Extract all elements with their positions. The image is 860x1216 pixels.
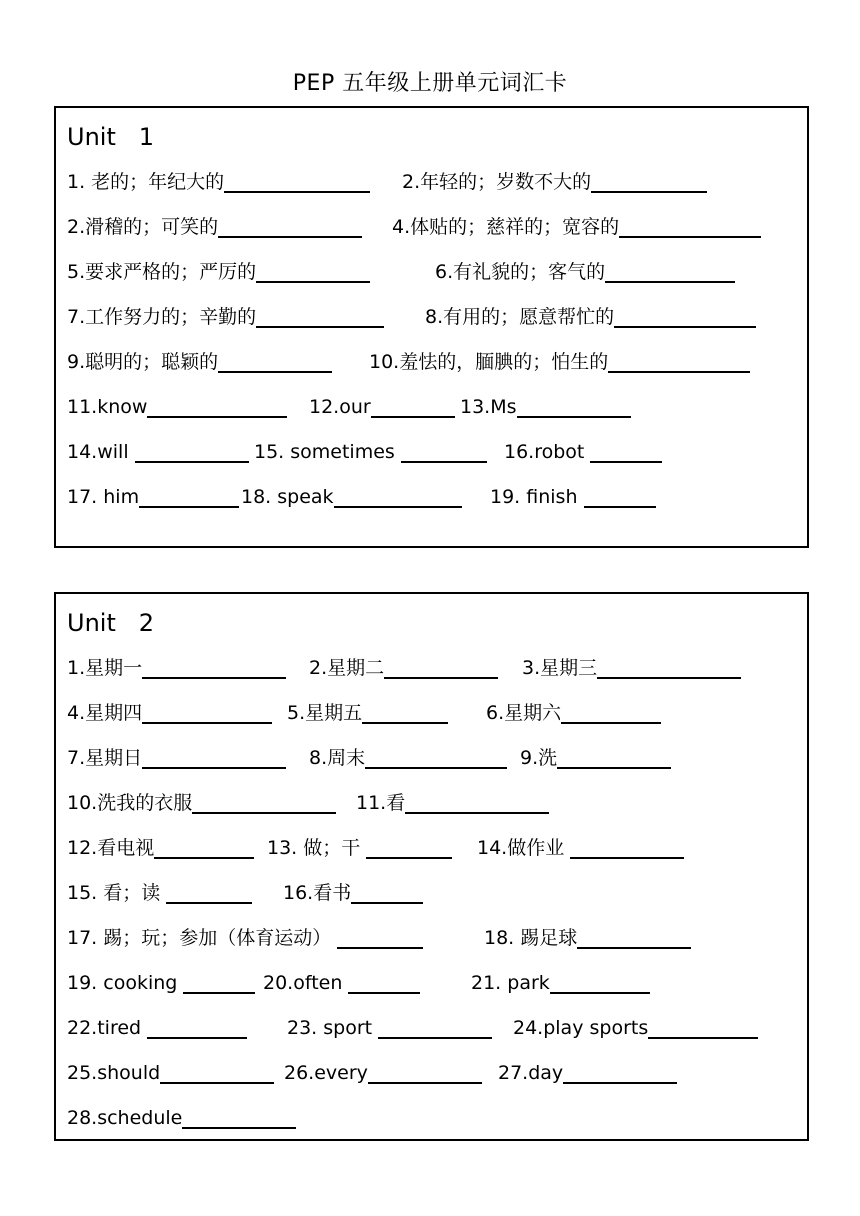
vocab-item[interactable] xyxy=(484,920,691,956)
answer-blank[interactable] xyxy=(590,439,662,463)
vocab-label: 10.羞怯的，腼腆的；怕生的 xyxy=(369,351,609,373)
vocab-item[interactable] xyxy=(435,254,735,290)
vocab-label: 11.看 xyxy=(356,792,406,814)
vocab-item[interactable] xyxy=(284,1055,482,1091)
vocab-label: 20.often xyxy=(263,972,349,994)
vocab-label: 7.工作努力的；辛勤的 xyxy=(67,306,257,328)
vocab-label: 1. 老的；年纪大的 xyxy=(67,171,225,193)
vocab-row xyxy=(67,479,799,515)
vocab-item[interactable] xyxy=(490,479,656,515)
vocab-item[interactable] xyxy=(263,965,420,1001)
vocab-label: 23. sport xyxy=(287,1017,379,1039)
vocab-label: 5.要求严格的；严厉的 xyxy=(67,261,257,283)
vocab-label: 21. park xyxy=(471,972,550,994)
vocab-label: 4.星期四 xyxy=(67,702,143,724)
vocab-item[interactable] xyxy=(287,1010,492,1046)
vocab-row xyxy=(67,785,799,821)
vocab-label: 18. 踢足球 xyxy=(484,927,578,949)
answer-blank[interactable] xyxy=(224,169,370,193)
vocab-item[interactable] xyxy=(67,389,287,425)
answer-blank[interactable] xyxy=(365,745,507,769)
vocab-label: 5.星期五 xyxy=(287,702,363,724)
vocab-item[interactable] xyxy=(67,344,332,380)
answer-blank[interactable] xyxy=(517,394,631,418)
vocab-item[interactable] xyxy=(471,965,650,1001)
vocab-item[interactable] xyxy=(67,1055,274,1091)
vocab-item[interactable] xyxy=(486,695,661,731)
answer-blank[interactable] xyxy=(378,1015,492,1039)
answer-blank[interactable] xyxy=(648,1015,758,1039)
answer-blank[interactable] xyxy=(405,790,549,814)
vocab-label: 10.洗我的衣服 xyxy=(67,792,193,814)
vocab-label: 2.年轻的；岁数不大的 xyxy=(402,171,592,193)
vocab-label: 14.做作业 xyxy=(477,837,571,859)
unit-1-title: Unit 1 xyxy=(67,123,155,151)
vocab-label: 9.洗 xyxy=(520,747,558,769)
answer-blank[interactable] xyxy=(619,214,761,238)
answer-blank[interactable] xyxy=(351,880,423,904)
vocab-label: 1.星期一 xyxy=(67,657,143,679)
vocab-label: 11.know xyxy=(67,396,148,418)
answer-blank[interactable] xyxy=(362,700,448,724)
answer-blank[interactable] xyxy=(608,349,750,373)
unit-1-card xyxy=(54,106,809,548)
vocab-label: 22.tired xyxy=(67,1017,148,1039)
vocab-row xyxy=(67,344,799,380)
vocab-item[interactable] xyxy=(287,695,448,731)
vocab-label: 17. 踢；玩；参加（体育运动） xyxy=(67,927,338,949)
vocab-item[interactable] xyxy=(67,920,423,956)
answer-blank[interactable] xyxy=(142,700,272,724)
answer-blank[interactable] xyxy=(577,925,691,949)
vocab-label: 19. cooking xyxy=(67,972,184,994)
answer-blank[interactable] xyxy=(142,745,286,769)
vocab-row xyxy=(67,875,799,911)
answer-blank[interactable] xyxy=(139,484,239,508)
vocab-label: 7.星期日 xyxy=(67,747,143,769)
answer-blank[interactable] xyxy=(192,790,336,814)
vocab-label: 28.schedule xyxy=(67,1107,183,1129)
answer-blank[interactable] xyxy=(135,439,249,463)
answer-blank[interactable] xyxy=(561,700,661,724)
vocab-item[interactable] xyxy=(504,434,662,470)
answer-blank[interactable] xyxy=(368,1060,482,1084)
vocab-label: 6.有礼貌的；客气的 xyxy=(435,261,606,283)
vocab-item[interactable] xyxy=(67,434,249,470)
answer-blank[interactable] xyxy=(614,304,756,328)
answer-blank[interactable] xyxy=(557,745,671,769)
vocab-row xyxy=(67,740,799,776)
vocab-row xyxy=(67,1055,799,1091)
vocab-item[interactable] xyxy=(267,830,452,866)
vocab-item[interactable] xyxy=(356,785,549,821)
vocab-label: 2.星期二 xyxy=(309,657,385,679)
answer-blank[interactable] xyxy=(166,880,252,904)
vocab-row xyxy=(67,209,799,245)
vocab-item[interactable] xyxy=(67,830,254,866)
answer-blank[interactable] xyxy=(218,349,332,373)
vocab-item[interactable] xyxy=(67,164,370,200)
vocab-label: 27.day xyxy=(498,1062,564,1084)
answer-blank[interactable] xyxy=(147,394,287,418)
vocab-item[interactable] xyxy=(425,299,756,335)
vocab-item[interactable] xyxy=(254,434,487,470)
vocab-item[interactable] xyxy=(67,740,286,776)
answer-blank[interactable] xyxy=(256,304,384,328)
vocab-label: 14.will xyxy=(67,441,135,463)
answer-blank[interactable] xyxy=(154,835,254,859)
answer-blank[interactable] xyxy=(337,925,423,949)
unit-2-card xyxy=(54,592,809,1141)
answer-blank[interactable] xyxy=(366,835,452,859)
answer-blank[interactable] xyxy=(605,259,735,283)
vocab-item[interactable] xyxy=(67,875,252,911)
answer-blank[interactable] xyxy=(584,484,656,508)
vocab-label: 6.星期六 xyxy=(486,702,562,724)
vocab-label: 25.should xyxy=(67,1062,161,1084)
vocab-label: 13. 做；干 xyxy=(267,837,367,859)
answer-blank[interactable] xyxy=(401,439,487,463)
answer-blank[interactable] xyxy=(371,394,455,418)
vocab-label: 26.every xyxy=(284,1062,368,1084)
answer-blank[interactable] xyxy=(218,214,362,238)
vocab-label: 18. speak xyxy=(241,486,334,508)
vocab-label: 4.体贴的；慈祥的；宽容的 xyxy=(392,216,620,238)
answer-blank[interactable] xyxy=(597,655,741,679)
vocab-item[interactable] xyxy=(283,875,423,911)
vocab-row xyxy=(67,299,799,335)
vocab-item[interactable] xyxy=(67,650,286,686)
vocab-label: 16.看书 xyxy=(283,882,352,904)
vocab-label: 19. finish xyxy=(490,486,584,508)
vocab-row xyxy=(67,164,799,200)
vocab-row xyxy=(67,695,799,731)
vocab-label: 15. 看；读 xyxy=(67,882,167,904)
answer-blank[interactable] xyxy=(570,835,684,859)
vocab-label: 3.星期三 xyxy=(522,657,598,679)
vocab-item[interactable] xyxy=(309,740,507,776)
vocab-item[interactable] xyxy=(522,650,741,686)
vocab-item[interactable] xyxy=(67,965,255,1001)
vocab-label: 8.有用的；愿意帮忙的 xyxy=(425,306,615,328)
vocab-item[interactable] xyxy=(67,254,370,290)
vocab-label: 2.滑稽的；可笑的 xyxy=(67,216,219,238)
vocab-item[interactable] xyxy=(67,479,239,515)
vocab-row xyxy=(67,434,799,470)
vocab-label: 15. sometimes xyxy=(254,441,401,463)
vocab-item[interactable] xyxy=(369,344,750,380)
vocab-item[interactable] xyxy=(67,299,384,335)
answer-blank[interactable] xyxy=(256,259,370,283)
vocab-item[interactable] xyxy=(520,740,671,776)
page-title: PEP 五年级上册单元词汇卡 xyxy=(292,71,568,96)
answer-blank[interactable] xyxy=(334,484,462,508)
vocab-item[interactable] xyxy=(513,1010,758,1046)
vocab-item[interactable] xyxy=(477,830,684,866)
vocab-item[interactable] xyxy=(241,479,462,515)
vocab-item[interactable] xyxy=(67,695,272,731)
vocab-item[interactable] xyxy=(67,1010,247,1046)
answer-blank[interactable] xyxy=(182,1105,296,1129)
answer-blank[interactable] xyxy=(160,1060,274,1084)
vocab-item[interactable] xyxy=(498,1055,677,1091)
vocab-item[interactable] xyxy=(309,389,455,425)
answer-blank[interactable] xyxy=(348,970,420,994)
vocab-label: 12.看电视 xyxy=(67,837,155,859)
vocab-label: 24.play sports xyxy=(513,1017,649,1039)
vocab-label: 9.聪明的；聪颖的 xyxy=(67,351,219,373)
vocab-row xyxy=(67,965,799,1001)
unit-2-title: Unit 2 xyxy=(67,609,155,637)
vocab-item[interactable] xyxy=(67,1100,296,1136)
answer-blank[interactable] xyxy=(384,655,498,679)
vocab-item[interactable] xyxy=(402,164,707,200)
answer-blank[interactable] xyxy=(591,169,707,193)
answer-blank[interactable] xyxy=(142,655,286,679)
vocab-item[interactable] xyxy=(67,785,336,821)
vocab-row xyxy=(67,920,799,956)
vocab-item[interactable] xyxy=(392,209,761,245)
vocab-item[interactable] xyxy=(460,389,631,425)
answer-blank[interactable] xyxy=(147,1015,247,1039)
vocab-label: 13.Ms xyxy=(460,396,517,418)
vocab-row xyxy=(67,254,799,290)
vocab-row xyxy=(67,1100,799,1136)
vocab-label: 12.our xyxy=(309,396,371,418)
answer-blank[interactable] xyxy=(563,1060,677,1084)
vocab-item[interactable] xyxy=(67,209,362,245)
vocab-row xyxy=(67,650,799,686)
vocab-row xyxy=(67,1010,799,1046)
vocab-label: 16.robot xyxy=(504,441,591,463)
vocab-label: 8.周末 xyxy=(309,747,366,769)
vocab-row xyxy=(67,389,799,425)
vocab-item[interactable] xyxy=(309,650,498,686)
vocab-row xyxy=(67,830,799,866)
vocab-label: 17. him xyxy=(67,486,140,508)
answer-blank[interactable] xyxy=(550,970,650,994)
answer-blank[interactable] xyxy=(183,970,255,994)
